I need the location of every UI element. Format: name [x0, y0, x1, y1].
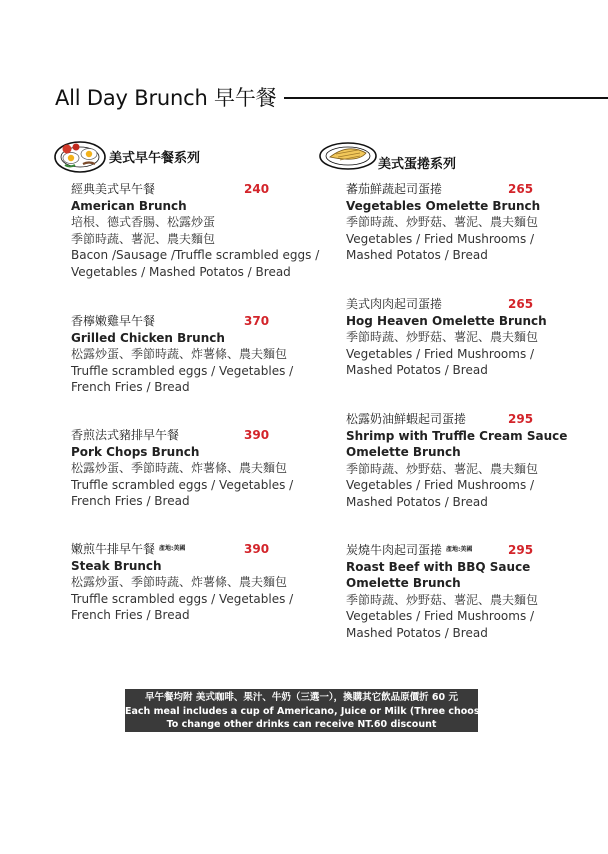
- menu-item: [71, 427, 311, 510]
- item-desc-line: 季節時蔬、炒野菇、薯泥、農夫麵包: [346, 215, 539, 229]
- section-label: 美式早午餐系列: [109, 151, 201, 166]
- drink-notice-box: [125, 689, 514, 732]
- item-name-zh-text: 嫩煎牛排早午餐: [71, 542, 156, 556]
- item-name-en: Roast Beef with BBQ Sauce: [346, 559, 531, 574]
- section-header-omelette: [318, 137, 558, 177]
- item-price: 265: [508, 297, 534, 311]
- item-name-zh: 松露奶油鮮蝦起司蛋捲: [346, 412, 467, 426]
- item-desc-line: Mashed Potatos / Bread: [346, 625, 488, 640]
- item-desc-line: French Fries / Bread: [71, 494, 190, 508]
- section-label: 美式蛋捲系列: [378, 157, 457, 172]
- menu-item: [71, 313, 311, 396]
- item-name-en: Pork Chops Brunch: [71, 444, 200, 459]
- item-name-zh: [71, 541, 311, 558]
- item-name-en: Grilled Chicken Brunch: [71, 330, 225, 345]
- section-header-american-brunch: [53, 137, 293, 177]
- item-name-en: Omelette Brunch: [346, 445, 461, 459]
- item-desc-line: Mashed Potatos / Bread: [346, 494, 488, 509]
- notice-line: Each meal includes a cup of Americano, Juice or Milk (Three choose one): [125, 705, 514, 717]
- title-divider: [284, 97, 608, 99]
- item-desc-line: 培根、德式香腸、松露炒蛋: [71, 215, 216, 229]
- notice-line: To change other drinks can receive NT.60 discount: [166, 719, 437, 730]
- menu-item: [346, 411, 586, 510]
- item-name-en: American Brunch: [71, 198, 187, 213]
- item-price: 295: [508, 543, 534, 557]
- menu-item: [346, 181, 586, 264]
- item-price: 265: [508, 182, 534, 196]
- item-desc-line: Truffle scrambled eggs / Vegetables /: [71, 477, 294, 492]
- item-desc-line: Vegetables / Fried Mushrooms /: [346, 478, 535, 492]
- menu-item: [346, 296, 586, 379]
- item-desc-line: Truffle scrambled eggs / Vegetables /: [71, 591, 294, 606]
- item-desc-line: French Fries / Bread: [71, 380, 190, 394]
- origin-note: 產地:美國: [446, 546, 473, 554]
- item-desc-line: Vegetables / Mashed Potatos / Bread: [71, 264, 291, 279]
- page-title: All Day Brunch 早午餐: [55, 86, 277, 110]
- item-name-zh: 蕃茄鮮蔬起司蛋捲: [346, 182, 443, 196]
- item-name-en: Shrimp with Truffle Cream Sauce: [346, 428, 568, 443]
- item-desc-line: 季節時蔬、炒野菇、薯泥、農夫麵包: [346, 330, 539, 344]
- item-desc-line: Mashed Potatos / Bread: [346, 248, 488, 262]
- item-name-zh: [346, 542, 586, 559]
- breakfast-plate-icon: [53, 137, 107, 175]
- item-price: 390: [244, 428, 270, 442]
- notice-line: 早午餐均附 美式咖啡、果汁、牛奶（三選一），換購其它飲品原價折 60 元: [145, 692, 458, 703]
- item-desc-line: Vegetables / Fried Mushrooms /: [346, 609, 535, 624]
- item-desc-line: French Fries / Bread: [71, 608, 190, 623]
- item-name-en: Steak Brunch: [71, 558, 162, 573]
- item-name-zh: 香檸嫩雞早午餐: [71, 314, 156, 328]
- item-name-en: Hog Heaven Omelette Brunch: [346, 313, 547, 328]
- menu-item: [71, 541, 311, 624]
- item-desc-line: Truffle scrambled eggs / Vegetables /: [71, 363, 294, 378]
- item-desc-line: 季節時蔬、炒野菇、薯泥、農夫麵包: [346, 461, 539, 476]
- menu-item: [71, 181, 320, 280]
- item-name-zh: 美式肉肉起司蛋捲: [346, 297, 443, 311]
- item-desc-line: Vegetables / Fried Mushrooms /: [346, 346, 535, 361]
- item-desc-line: 季節時蔬、炒野菇、薯泥、農夫麵包: [346, 592, 539, 607]
- item-price: 390: [244, 542, 270, 556]
- item-desc-line: 松露炒蛋、季節時蔬、炸薯條、農夫麵包: [71, 461, 288, 475]
- item-price: 370: [244, 314, 270, 328]
- item-desc-line: 松露炒蛋、季節時蔬、炸薯條、農夫麵包: [71, 575, 288, 590]
- origin-note: 產地:美國: [159, 545, 186, 553]
- item-desc-line: 季節時蔬、薯泥、農夫麵包: [71, 231, 216, 246]
- item-name-zh: 經典美式早午餐: [71, 182, 156, 196]
- item-desc-line: Vegetables / Fried Mushrooms /: [346, 231, 535, 246]
- item-name-zh: 香煎法式豬排早午餐: [71, 428, 180, 442]
- item-desc-line: 松露炒蛋、季節時蔬、炸薯條、農夫麵包: [71, 347, 288, 361]
- omelette-plate-icon: [318, 137, 378, 173]
- item-desc-line: Bacon /Sausage /Truffle scrambled eggs /: [71, 248, 320, 262]
- item-name-en: Vegetables Omelette Brunch: [346, 198, 541, 213]
- menu-item: [346, 542, 586, 641]
- item-price: 240: [244, 182, 270, 196]
- item-desc-line: Mashed Potatos / Bread: [346, 363, 488, 377]
- item-price: 295: [508, 412, 534, 426]
- item-name-en: Omelette Brunch: [346, 576, 461, 591]
- item-name-zh-text: 炭燒牛肉起司蛋捲: [346, 543, 443, 557]
